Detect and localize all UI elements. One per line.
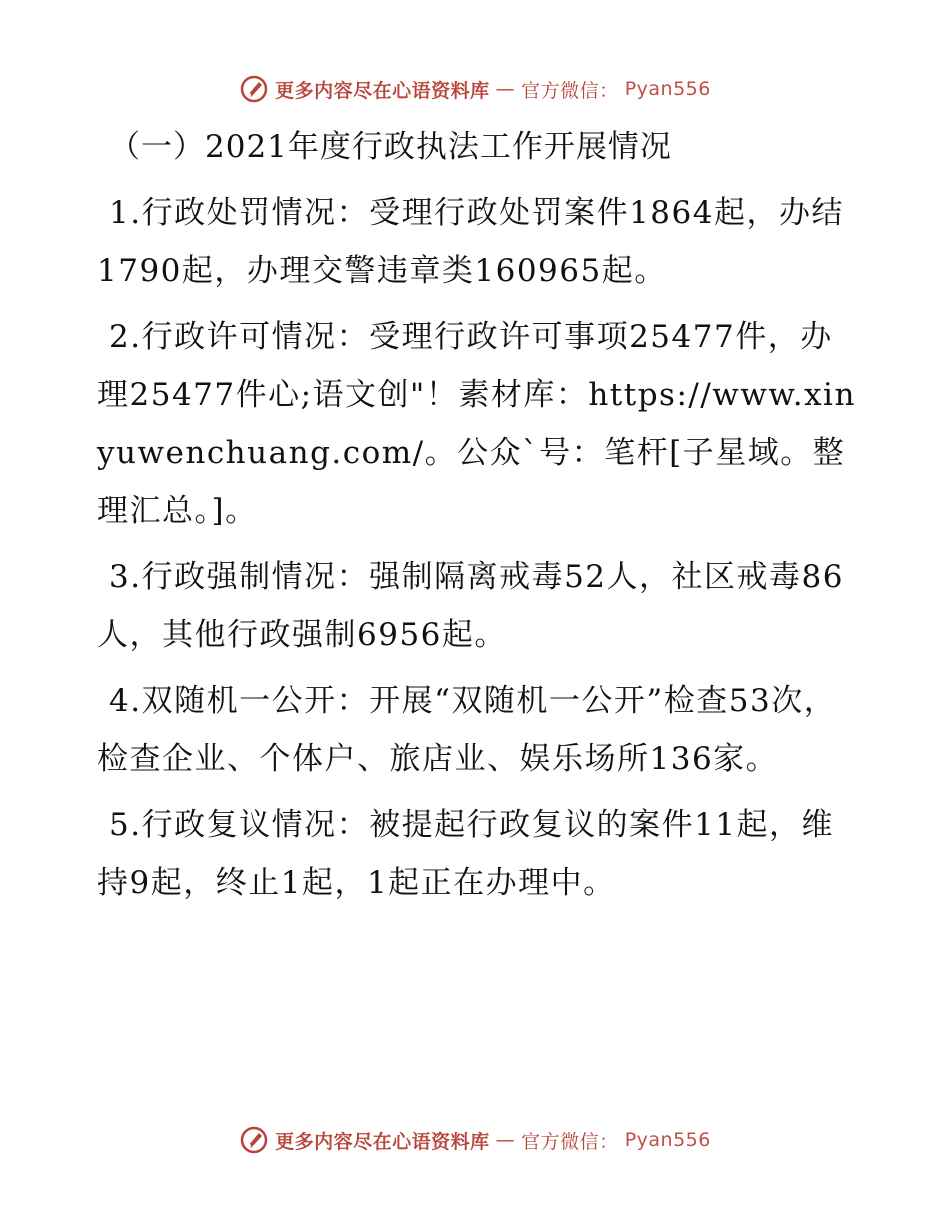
watermark-wechat-id: Pyan556 <box>624 1129 711 1151</box>
document-body <box>97 118 857 920</box>
footer-watermark <box>0 1125 950 1155</box>
pen-logo-icon <box>239 74 269 104</box>
watermark-text: 更多内容尽在心语资料库 <box>275 1130 490 1153</box>
paragraph-penalty: 1.行政处罚情况：受理行政处罚案件1864起，办结1790起，办理交警违章类160965起。 <box>97 195 844 289</box>
watermark-dash: — <box>495 1129 516 1151</box>
paragraph-review: 5.行政复议情况：被提起行政复议的案件11起，维持9起，终止1起，1起正在办理中。 <box>97 807 835 901</box>
paragraph-enforcement: 3.行政强制情况：强制隔离戒毒52人，社区戒毒86人，其他行政强制6956起。 <box>97 559 844 653</box>
watermark-wechat-label: 官方微信： <box>521 79 619 102</box>
paragraph-random-inspection: 4.双随机一公开：开展“双随机一公开”检查53次，检查企业、个体户、旅店业、娱乐场所136家。 <box>97 683 837 777</box>
watermark-wechat-id: Pyan556 <box>624 78 711 100</box>
section-heading: （一）2021年度行政执法工作开展情况 <box>109 129 672 165</box>
watermark-wechat-label: 官方微信： <box>521 1130 619 1153</box>
watermark-text: 更多内容尽在心语资料库 <box>275 79 490 102</box>
header-watermark <box>0 74 950 104</box>
paragraph-license: 2.行政许可情况：受理行政许可事项25477件，办理25477件心;语文创"！素材库：https://www.xinyuwenchuang.com/。公众`号：笔杆[子星域。整理汇总。]。 <box>97 319 856 529</box>
pen-logo-icon <box>239 1125 269 1155</box>
watermark-dash: — <box>495 78 516 100</box>
